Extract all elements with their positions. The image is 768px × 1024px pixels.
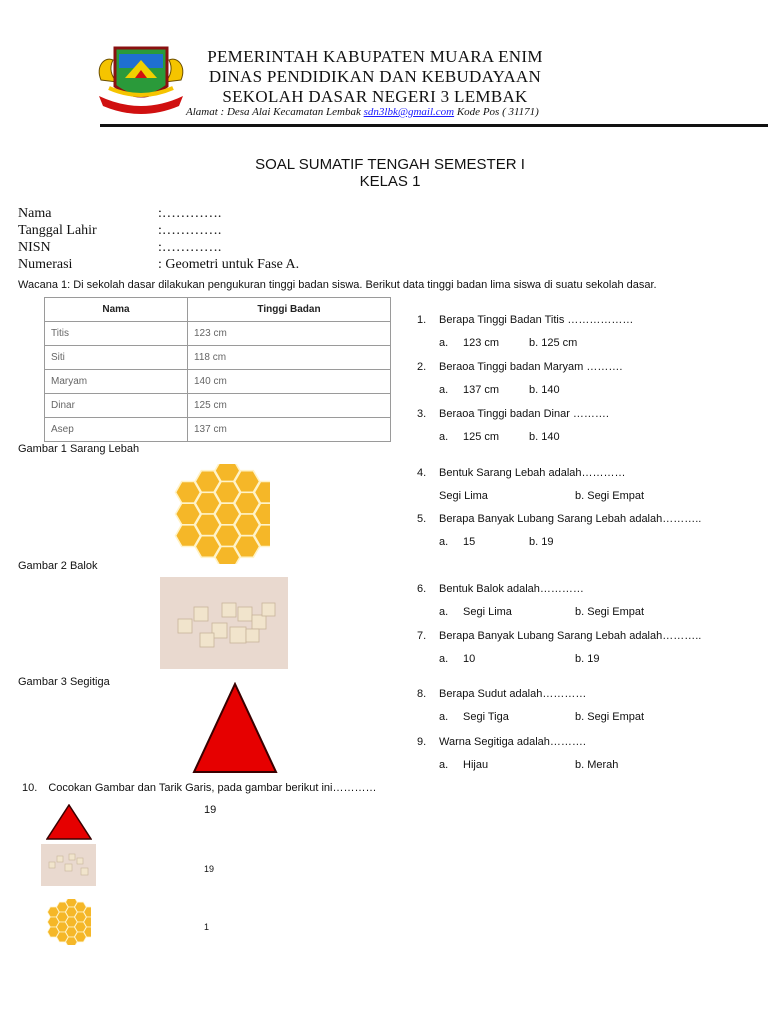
- header-line-3: SEKOLAH DASAR NEGERI 3 LEMBAK: [222, 87, 528, 106]
- match-blocks-image: [41, 844, 96, 886]
- table-header-tinggi: Tinggi Badan: [188, 298, 391, 322]
- honeycomb-image: [170, 464, 270, 564]
- identity-label: Tanggal Lahir: [18, 223, 97, 238]
- option-b: b. 125 cm: [529, 337, 578, 349]
- triangle-image: [192, 682, 278, 774]
- option-a: 125 cm: [463, 431, 500, 443]
- match-answer: 1: [204, 922, 210, 932]
- table-cell: 123 cm: [188, 322, 391, 346]
- table-cell: Maryam: [45, 370, 188, 394]
- question-text: Berapa Banyak Lubang Sarang Lebah adalah………..: [439, 630, 702, 642]
- question-number: 1.: [417, 314, 427, 326]
- table-row: [45, 322, 391, 346]
- question-text: Berapa Tinggi Badan Titis ………………: [439, 314, 634, 326]
- doc-title: SOAL SUMATIF TENGAH SEMESTER I: [255, 156, 525, 173]
- table-row: [45, 370, 391, 394]
- table-row: [45, 418, 391, 442]
- question-number: 3.: [417, 408, 427, 420]
- option-a-letter: a.: [439, 337, 449, 349]
- figure-3-caption: Gambar 3 Segitiga: [18, 676, 110, 688]
- blocks-image: [160, 577, 288, 669]
- table-cell: Asep: [45, 418, 188, 442]
- question-text: Bentuk Balok adalah…………: [439, 583, 584, 595]
- question-text: Bentuk Sarang Lebah adalah…………: [439, 467, 626, 479]
- header-line-2: DINAS PENDIDIKAN DAN KEBUDAYAAN: [208, 67, 542, 86]
- table-cell: 137 cm: [188, 418, 391, 442]
- question-number: 9.: [417, 736, 427, 748]
- email-link[interactable]: sdn3lbk@gmail.com: [363, 106, 455, 118]
- doc-subtitle: KELAS 1: [359, 173, 421, 190]
- question-3: [417, 408, 757, 445]
- address-prefix: Alamat : Desa Alai Kecamatan Lembak: [186, 106, 364, 118]
- identity-value: :………….: [158, 240, 222, 255]
- question-9: [417, 736, 757, 773]
- question-number: 2.: [417, 361, 427, 373]
- question-10: [22, 782, 376, 794]
- option-a-letter: a.: [439, 711, 449, 723]
- table-row: [45, 346, 391, 370]
- identity-value: : Geometri untuk Fase A.: [158, 257, 300, 272]
- option-b: b. Segi Empat: [575, 606, 645, 618]
- question-7: [417, 630, 757, 667]
- option-a: 123 cm: [463, 337, 500, 349]
- question-number: 7.: [417, 630, 427, 642]
- question-number: 8.: [417, 688, 427, 700]
- option-b: b. 19: [575, 653, 600, 665]
- option-a-letter: a.: [439, 384, 449, 396]
- table-cell: Siti: [45, 346, 188, 370]
- question-5: [417, 513, 757, 550]
- figure-2-caption: Gambar 2 Balok: [18, 560, 98, 572]
- match-answer: 19: [204, 864, 215, 874]
- address-suffix: Kode Pos ( 31171): [454, 106, 539, 118]
- height-table: [44, 297, 391, 442]
- identity-block: [18, 205, 418, 273]
- table-cell: 125 cm: [188, 394, 391, 418]
- question-text: Beraoa Tinggi badan Dinar ……….: [439, 408, 609, 420]
- table-cell: Dinar: [45, 394, 188, 418]
- table-row: [45, 394, 391, 418]
- option-a: 15: [463, 536, 476, 548]
- match-triangle-image: [46, 804, 92, 840]
- question-text: Warna Segitiga adalah……….: [439, 736, 586, 748]
- question-number: 10.: [22, 782, 38, 794]
- option-a-letter: a.: [439, 536, 449, 548]
- question-number: 4.: [417, 467, 427, 479]
- identity-value: :………….: [158, 206, 222, 221]
- match-honeycomb-image: [45, 899, 91, 945]
- header-address: [186, 106, 539, 118]
- identity-label: NISN: [18, 240, 51, 255]
- option-b: b. Segi Empat: [575, 490, 645, 502]
- table-cell: 118 cm: [188, 346, 391, 370]
- wacana-text: Wacana 1: Di sekolah dasar dilakukan pengukuran tinggi badan siswa. Berikut data tinggi badan lima siswa di suatu sekolah dasar.: [18, 279, 657, 291]
- option-b: b. Merah: [575, 759, 619, 771]
- question-6: [417, 583, 757, 620]
- question-text: Cocokan Gambar dan Tarik Garis, pada gambar berikut ini…………: [48, 782, 377, 794]
- identity-value: :………….: [158, 223, 222, 238]
- table-header-nama: Nama: [45, 298, 188, 322]
- question-text: Beraoa Tinggi badan Maryam ……….: [439, 361, 623, 373]
- option-a-letter: a.: [439, 431, 449, 443]
- option-a: Hijau: [463, 759, 489, 771]
- question-text: Berapa Sudut adalah…………: [439, 688, 587, 700]
- option-a: Segi Lima: [439, 490, 488, 502]
- question-text: Berapa Banyak Lubang Sarang Lebah adalah………..: [439, 513, 702, 525]
- option-a: Segi Lima: [463, 606, 512, 618]
- table-cell: Titis: [45, 322, 188, 346]
- option-a-letter: a.: [439, 759, 449, 771]
- option-b: b. 19: [529, 536, 554, 548]
- table-header-row: [45, 298, 391, 322]
- match-answer: 19: [204, 804, 217, 816]
- option-b: b. 140: [529, 431, 560, 443]
- option-b: b. Segi Empat: [575, 711, 645, 723]
- header-line-1: PEMERINTAH KABUPATEN MUARA ENIM: [207, 47, 543, 66]
- identity-row: [18, 205, 418, 222]
- option-a: 137 cm: [463, 384, 500, 396]
- identity-row: [18, 256, 418, 273]
- question-4: [417, 467, 757, 504]
- table-cell: 140 cm: [188, 370, 391, 394]
- header-divider: [100, 124, 768, 127]
- question-number: 6.: [417, 583, 427, 595]
- figure-1-caption: Gambar 1 Sarang Lebah: [18, 443, 140, 455]
- question-number: 5.: [417, 513, 427, 525]
- option-a: 10: [463, 653, 476, 665]
- question-2: [417, 361, 757, 398]
- option-a-letter: a.: [439, 606, 449, 618]
- identity-label: Nama: [18, 206, 52, 221]
- option-a: Segi Tiga: [463, 711, 509, 723]
- question-1: [417, 314, 757, 351]
- question-8: [417, 688, 757, 725]
- identity-label: Numerasi: [18, 257, 73, 272]
- option-a-letter: a.: [439, 653, 449, 665]
- identity-row: [18, 239, 418, 256]
- option-b: b. 140: [529, 384, 560, 396]
- identity-row: [18, 222, 418, 239]
